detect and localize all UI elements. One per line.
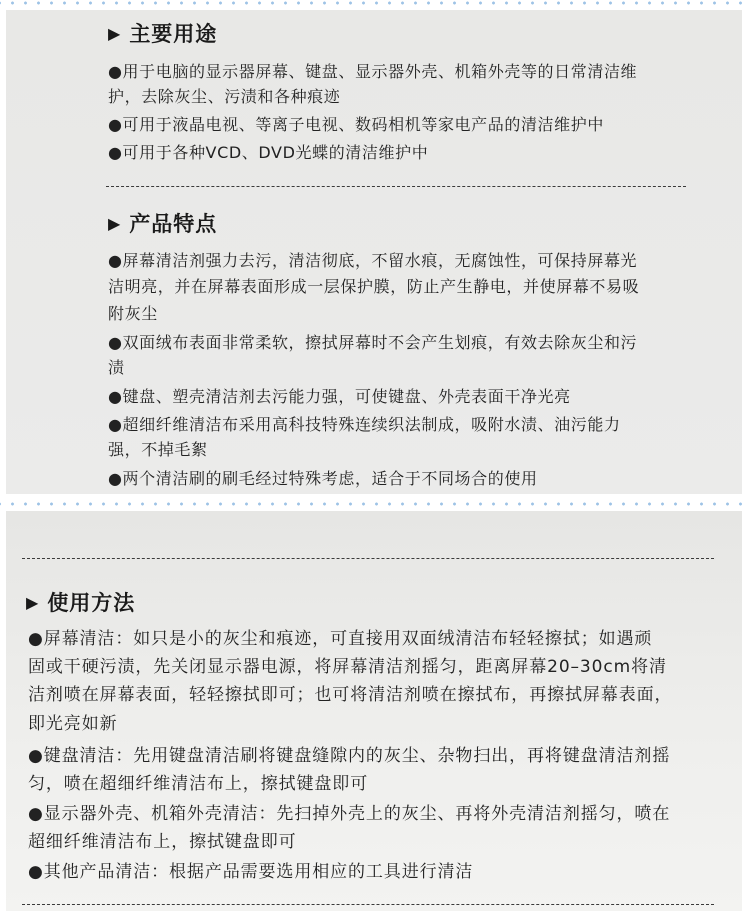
top-dotted-border xyxy=(0,0,750,6)
text-line: ●键盘清洁：先用键盘清洁刷将键盘缝隙内的灰尘、杂物扫出，再将键盘清洁剂摇 xyxy=(28,746,671,766)
text-line: 强，不掉毛絮 xyxy=(108,440,208,459)
text-line: ●其他产品清洁：根据产品需要选用相应的工具进行清洁 xyxy=(28,862,474,882)
text-line: ●屏幕清洁剂强力去污，清洁彻底，不留水痕，无腐蚀性，可保持屏幕光 xyxy=(108,251,638,270)
dashed-divider xyxy=(106,186,686,187)
text-line: 即光亮如新 xyxy=(28,714,118,734)
text-line: 护，去除灰尘、污渍和各种痕迹 xyxy=(108,87,341,106)
text-line: ●显示器外壳、机箱外壳清洁：先扫掉外壳上的灰尘、再将外壳清洁剂摇匀，喷在 xyxy=(28,804,671,824)
text-line: ●键盘、塑壳清洁剂去污能力强，可使键盘、外壳表面干净光亮 xyxy=(108,387,571,406)
section-title: 主要用途 xyxy=(129,22,218,46)
dashed-divider xyxy=(22,904,714,905)
text-line: ●两个清洁刷的刷毛经过特殊考虑，适合于不同场合的使用 xyxy=(108,469,538,488)
section-heading-features xyxy=(108,210,217,238)
middle-dotted-border xyxy=(0,497,750,507)
text-line: 附灰尘 xyxy=(108,304,158,323)
section-title: 产品特点 xyxy=(129,212,218,236)
triangle-right-icon: ▶ xyxy=(108,214,122,233)
text-line: 洁明亮，并在屏幕表面形成一层保护膜，防止产生静电，并使屏幕不易吸 xyxy=(108,277,640,296)
dashed-divider xyxy=(22,558,714,559)
text-line: ●屏幕清洁：如只是小的灰尘和痕迹，可直接用双面绒清洁布轻轻擦拭；如遇顽 xyxy=(28,629,653,649)
section-heading-usage xyxy=(26,589,135,617)
triangle-right-icon: ▶ xyxy=(26,593,40,612)
section-heading-purpose xyxy=(108,20,217,48)
text-line: 超细纤维清洁布上，擦拭键盘即可 xyxy=(28,832,297,852)
section-title: 使用方法 xyxy=(47,591,136,615)
text-line: ●用于电脑的显示器屏幕、键盘、显示器外壳、机箱外壳等的日常清洁维 xyxy=(108,62,638,81)
text-line: 固或干硬污渍，先关闭显示器电源，将屏幕清洁剂摇匀，距离屏幕20–30cm将清 xyxy=(28,657,667,677)
text-line: ●可用于各种VCD、DVD光蝶的清洁维护中 xyxy=(108,143,429,162)
text-line: ●双面绒布表面非常柔软，擦拭屏幕时不会产生划痕，有效去除灰尘和污 xyxy=(108,333,638,352)
text-line: ●可用于液晶电视、等离子电视、数码相机等家电产品的清洁维护中 xyxy=(108,115,604,134)
text-line: ●超细纤维清洁布采用高科技特殊连续织法制成，吸附水渍、油污能力 xyxy=(108,415,621,434)
text-line: 匀，喷在超细纤维清洁布上，擦拭键盘即可 xyxy=(28,774,369,794)
triangle-right-icon: ▶ xyxy=(108,24,122,43)
text-line: 渍 xyxy=(108,358,125,377)
text-line: 洁剂喷在屏幕表面，轻轻擦拭即可；也可将清洁剂喷在擦拭布，再擦拭屏幕表面， xyxy=(28,685,673,705)
